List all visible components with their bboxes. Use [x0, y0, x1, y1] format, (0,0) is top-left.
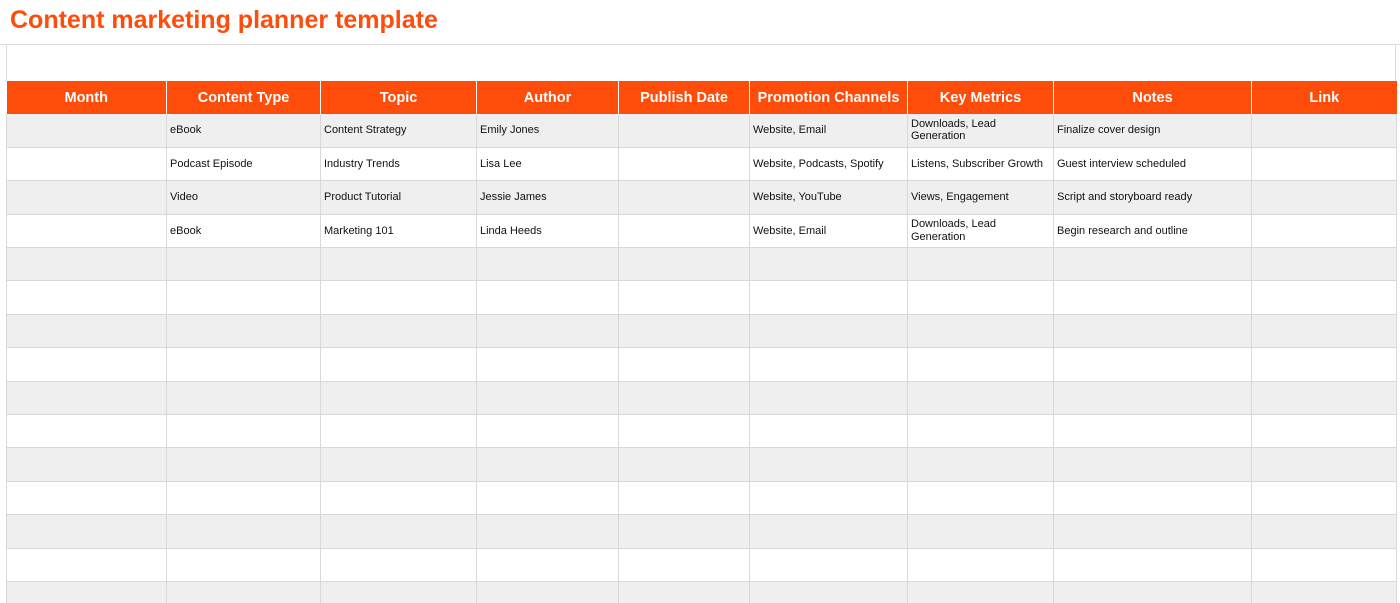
cell-notes[interactable]: Finalize cover design — [1054, 114, 1252, 147]
cell-link[interactable] — [1252, 448, 1397, 481]
cell-content-type[interactable] — [167, 415, 321, 448]
cell-key-metrics[interactable] — [908, 415, 1054, 448]
cell-month[interactable] — [7, 548, 167, 581]
cell-author[interactable] — [477, 248, 619, 281]
cell-content-type[interactable] — [167, 248, 321, 281]
cell-author[interactable] — [477, 581, 619, 603]
cell-topic[interactable] — [321, 348, 477, 381]
cell-author[interactable] — [477, 281, 619, 314]
cell-notes[interactable] — [1054, 415, 1252, 448]
cell-notes[interactable] — [1054, 581, 1252, 603]
cell-topic[interactable] — [321, 581, 477, 603]
table-row — [7, 314, 1397, 347]
cell-topic[interactable] — [321, 248, 477, 281]
cell-promotion-channels[interactable] — [750, 448, 908, 481]
cell-content-type[interactable]: Video — [167, 181, 321, 214]
cell-key-metrics[interactable] — [908, 314, 1054, 347]
cell-key-metrics[interactable] — [908, 348, 1054, 381]
cell-notes[interactable] — [1054, 314, 1252, 347]
table-row — [7, 415, 1397, 448]
cell-link[interactable] — [1252, 181, 1397, 214]
cell-link[interactable] — [1252, 348, 1397, 381]
cell-content-type[interactable]: Podcast Episode — [167, 147, 321, 180]
table-row — [7, 248, 1397, 281]
cell-month[interactable] — [7, 481, 167, 514]
cell-topic[interactable]: Industry Trends — [321, 147, 477, 180]
cell-topic[interactable] — [321, 415, 477, 448]
table-body — [7, 114, 1397, 603]
header-key-metrics[interactable]: Key Metrics — [908, 81, 1054, 114]
header-promotion-channels[interactable]: Promotion Channels — [750, 81, 908, 114]
cell-author[interactable]: Emily Jones — [477, 114, 619, 147]
cell-month[interactable] — [7, 448, 167, 481]
header-month[interactable]: Month — [7, 81, 167, 114]
cell-topic[interactable] — [321, 515, 477, 548]
cell-author[interactable] — [477, 548, 619, 581]
cell-topic[interactable]: Product Tutorial — [321, 181, 477, 214]
cell-author[interactable] — [477, 481, 619, 514]
cell-notes[interactable]: Guest interview scheduled — [1054, 147, 1252, 180]
table-row — [7, 581, 1397, 603]
cell-key-metrics[interactable]: Downloads, Lead Generation — [908, 114, 1054, 147]
cell-key-metrics[interactable] — [908, 381, 1054, 414]
header-content-type[interactable]: Content Type — [167, 81, 321, 114]
cell-promotion-channels[interactable]: Website, YouTube — [750, 181, 908, 214]
cell-promotion-channels[interactable] — [750, 348, 908, 381]
table-row — [7, 448, 1397, 481]
cell-author[interactable] — [477, 448, 619, 481]
cell-promotion-channels[interactable] — [750, 515, 908, 548]
cell-month[interactable] — [7, 281, 167, 314]
cell-topic[interactable] — [321, 481, 477, 514]
cell-content-type[interactable] — [167, 515, 321, 548]
cell-topic[interactable]: Content Strategy — [321, 114, 477, 147]
cell-content-type[interactable] — [167, 314, 321, 347]
cell-topic[interactable] — [321, 314, 477, 347]
cell-month[interactable] — [7, 214, 167, 247]
cell-link[interactable] — [1252, 381, 1397, 414]
header-link[interactable]: Link — [1252, 81, 1397, 114]
cell-link[interactable] — [1252, 314, 1397, 347]
cell-publish-date[interactable] — [619, 214, 750, 247]
cell-topic[interactable] — [321, 381, 477, 414]
cell-promotion-channels[interactable] — [750, 281, 908, 314]
cell-topic[interactable] — [321, 281, 477, 314]
cell-publish-date[interactable] — [619, 147, 750, 180]
cell-publish-date[interactable] — [619, 181, 750, 214]
table-row — [7, 147, 1397, 180]
cell-key-metrics[interactable] — [908, 515, 1054, 548]
header-topic[interactable]: Topic — [321, 81, 477, 114]
cell-content-type[interactable] — [167, 481, 321, 514]
cell-notes[interactable] — [1054, 348, 1252, 381]
cell-author[interactable]: Linda Heeds — [477, 214, 619, 247]
cell-publish-date[interactable] — [619, 381, 750, 414]
header-publish-date[interactable]: Publish Date — [619, 81, 750, 114]
cell-month[interactable] — [7, 314, 167, 347]
cell-key-metrics[interactable]: Downloads, Lead Generation — [908, 214, 1054, 247]
cell-notes[interactable] — [1054, 281, 1252, 314]
cell-month[interactable] — [7, 181, 167, 214]
cell-publish-date[interactable] — [619, 248, 750, 281]
cell-content-type[interactable] — [167, 381, 321, 414]
cell-key-metrics[interactable] — [908, 448, 1054, 481]
cell-month[interactable] — [7, 147, 167, 180]
cell-promotion-channels[interactable]: Website, Email — [750, 114, 908, 147]
cell-publish-date[interactable] — [619, 314, 750, 347]
cell-key-metrics[interactable] — [908, 248, 1054, 281]
cell-content-type[interactable]: eBook — [167, 114, 321, 147]
cell-author[interactable] — [477, 348, 619, 381]
cell-month[interactable] — [7, 348, 167, 381]
cell-notes[interactable]: Begin research and outline — [1054, 214, 1252, 247]
cell-link[interactable] — [1252, 415, 1397, 448]
cell-topic[interactable]: Marketing 101 — [321, 214, 477, 247]
cell-key-metrics[interactable] — [908, 481, 1054, 514]
cell-promotion-channels[interactable] — [750, 381, 908, 414]
table-row — [7, 181, 1397, 214]
table-row — [7, 515, 1397, 548]
cell-month[interactable] — [7, 515, 167, 548]
cell-link[interactable] — [1252, 281, 1397, 314]
planner-table — [6, 81, 1397, 603]
cell-link[interactable] — [1252, 248, 1397, 281]
header-notes[interactable]: Notes — [1054, 81, 1252, 114]
cell-promotion-channels[interactable]: Website, Podcasts, Spotify — [750, 147, 908, 180]
table-row — [7, 348, 1397, 381]
cell-promotion-channels[interactable] — [750, 314, 908, 347]
cell-promotion-channels[interactable] — [750, 481, 908, 514]
cell-publish-date[interactable] — [619, 581, 750, 603]
cell-content-type[interactable] — [167, 548, 321, 581]
cell-link[interactable] — [1252, 548, 1397, 581]
cell-promotion-channels[interactable] — [750, 548, 908, 581]
table-row — [7, 548, 1397, 581]
cell-promotion-channels[interactable] — [750, 248, 908, 281]
cell-promotion-channels[interactable] — [750, 581, 908, 603]
cell-author[interactable] — [477, 314, 619, 347]
cell-author[interactable] — [477, 415, 619, 448]
cell-author[interactable] — [477, 515, 619, 548]
cell-link[interactable] — [1252, 515, 1397, 548]
cell-month[interactable] — [7, 248, 167, 281]
cell-author[interactable]: Lisa Lee — [477, 147, 619, 180]
cell-topic[interactable] — [321, 448, 477, 481]
table-row — [7, 481, 1397, 514]
blank-row[interactable] — [6, 45, 1396, 81]
cell-content-type[interactable] — [167, 448, 321, 481]
cell-publish-date[interactable] — [619, 281, 750, 314]
page-title: Content marketing planner template — [10, 6, 438, 34]
cell-promotion-channels[interactable] — [750, 415, 908, 448]
cell-publish-date[interactable] — [619, 481, 750, 514]
cell-author[interactable] — [477, 381, 619, 414]
title-bar — [0, 0, 1400, 45]
header-author[interactable]: Author — [477, 81, 619, 114]
cell-key-metrics[interactable]: Listens, Subscriber Growth — [908, 147, 1054, 180]
cell-key-metrics[interactable] — [908, 281, 1054, 314]
header-row — [7, 81, 1397, 114]
cell-notes[interactable] — [1054, 515, 1252, 548]
cell-link[interactable] — [1252, 214, 1397, 247]
cell-author[interactable]: Jessie James — [477, 181, 619, 214]
table-row — [7, 381, 1397, 414]
cell-publish-date[interactable] — [619, 114, 750, 147]
cell-notes[interactable]: Script and storyboard ready — [1054, 181, 1252, 214]
table-row — [7, 281, 1397, 314]
cell-content-type[interactable] — [167, 281, 321, 314]
cell-month[interactable] — [7, 114, 167, 147]
cell-publish-date[interactable] — [619, 515, 750, 548]
cell-content-type[interactable] — [167, 348, 321, 381]
cell-publish-date[interactable] — [619, 548, 750, 581]
cell-month[interactable] — [7, 381, 167, 414]
cell-publish-date[interactable] — [619, 348, 750, 381]
cell-key-metrics[interactable] — [908, 581, 1054, 603]
cell-content-type[interactable]: eBook — [167, 214, 321, 247]
cell-key-metrics[interactable] — [908, 548, 1054, 581]
cell-topic[interactable] — [321, 548, 477, 581]
cell-key-metrics[interactable]: Views, Engagement — [908, 181, 1054, 214]
cell-publish-date[interactable] — [619, 415, 750, 448]
cell-link[interactable] — [1252, 581, 1397, 603]
cell-content-type[interactable] — [167, 581, 321, 603]
table-row — [7, 114, 1397, 147]
cell-notes[interactable] — [1054, 481, 1252, 514]
cell-notes[interactable] — [1054, 248, 1252, 281]
cell-notes[interactable] — [1054, 548, 1252, 581]
cell-month[interactable] — [7, 415, 167, 448]
cell-promotion-channels[interactable]: Website, Email — [750, 214, 908, 247]
cell-publish-date[interactable] — [619, 448, 750, 481]
cell-link[interactable] — [1252, 481, 1397, 514]
table-row — [7, 214, 1397, 247]
cell-notes[interactable] — [1054, 448, 1252, 481]
cell-link[interactable] — [1252, 114, 1397, 147]
cell-notes[interactable] — [1054, 381, 1252, 414]
cell-month[interactable] — [7, 581, 167, 603]
cell-link[interactable] — [1252, 147, 1397, 180]
